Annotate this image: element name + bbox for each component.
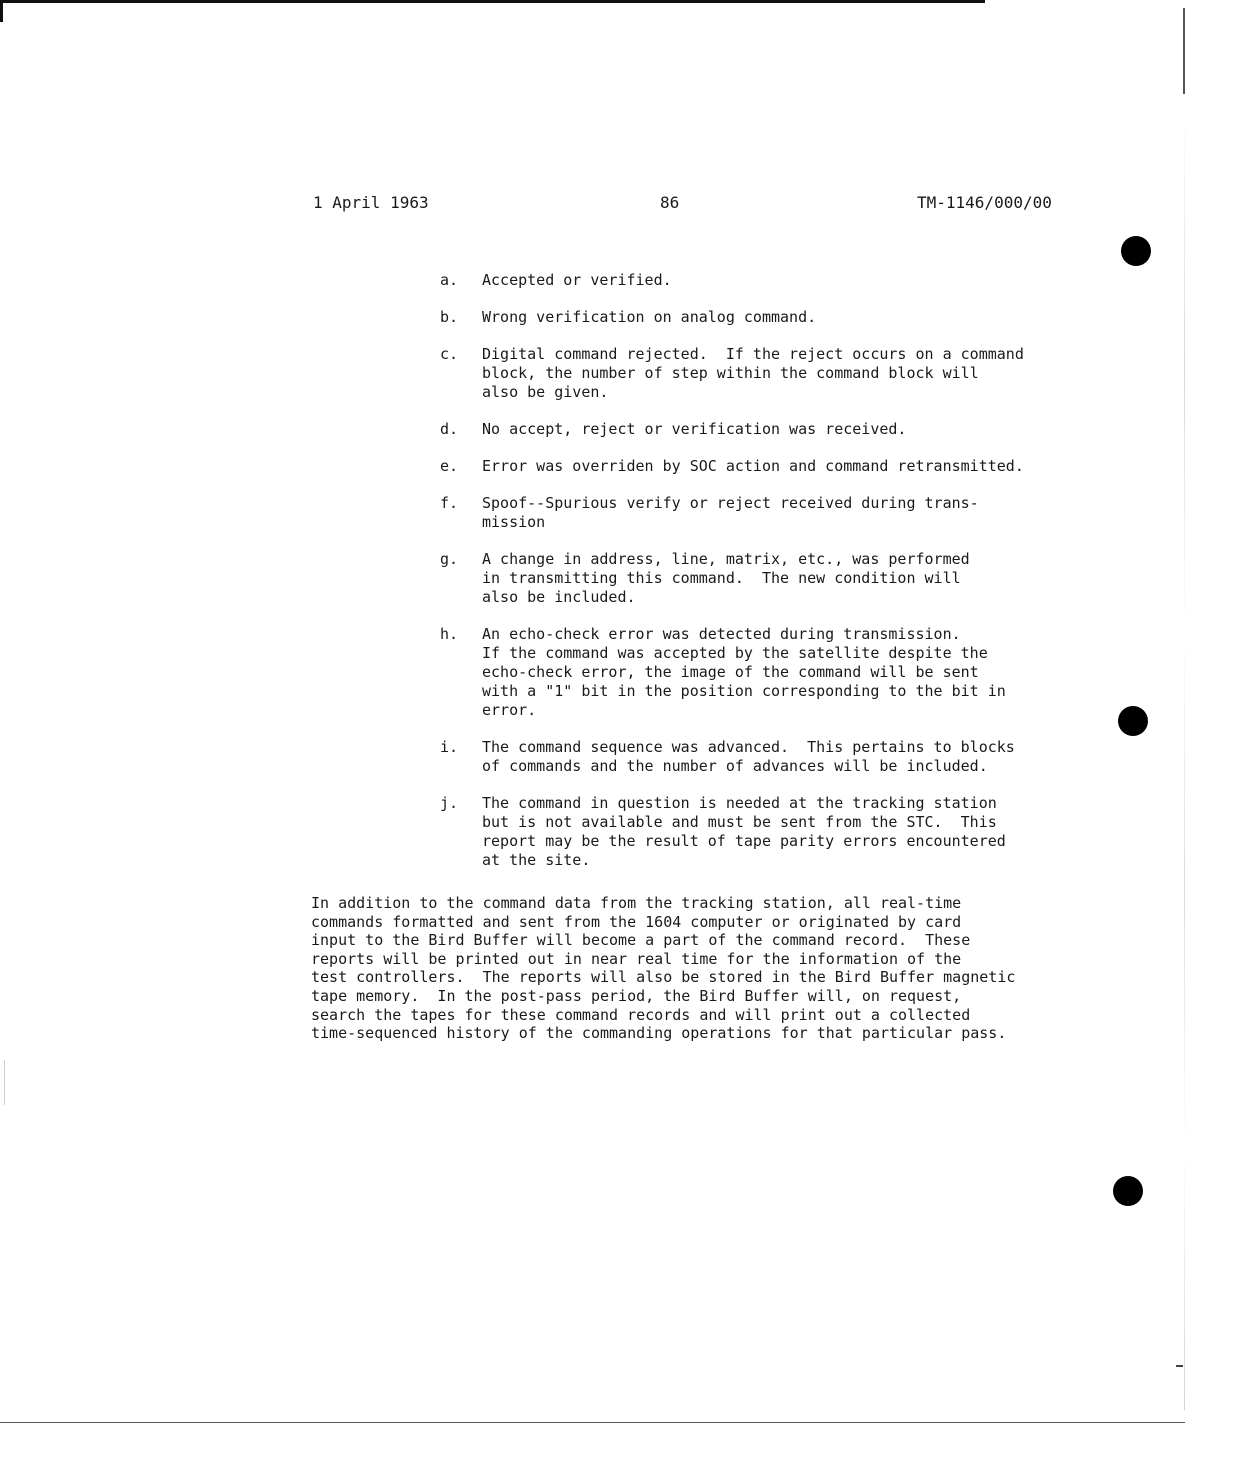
list-item xyxy=(440,308,1080,327)
list-item-text: Wrong verification on analog command. xyxy=(482,308,817,326)
list-item-letter: g. xyxy=(440,550,459,568)
list-item-letter: c. xyxy=(440,345,459,363)
list-item-text: No accept, reject or verification was received. xyxy=(482,420,907,438)
list-item-letter: i. xyxy=(440,738,459,756)
list-item xyxy=(440,794,1080,870)
document-id: TM-1146/000/00 xyxy=(917,193,1052,212)
status-list xyxy=(440,271,1080,870)
list-item xyxy=(440,345,1080,402)
closing-paragraph: In addition to the command data from the tracking station, all real-time commands formatted and sent from the 1604 computer or originated by card input to the Bird Buffer will become a part of the command record. These reports will be printed out in near real time for the information of the test controllers. The reports will also be stored in the Bird Buffer magnetic tape memory. In the post-pass period, the Bird Buffer will, on request, search the tapes for these command records and will print out a collected time-sequenced history of the commanding operations for that particular pass. xyxy=(311,894,1016,1043)
list-item-letter: j. xyxy=(440,794,459,812)
page-number: 86 xyxy=(660,193,680,212)
list-item xyxy=(440,550,1080,607)
punch-hole xyxy=(1121,236,1151,266)
scan-border-left xyxy=(0,0,3,22)
punch-hole xyxy=(1118,706,1148,736)
list-item xyxy=(440,625,1080,720)
list-item-text: Digital command rejected. If the reject occurs on a command block, the number of step within the command block will also be given. xyxy=(482,345,1024,401)
scan-border-bottom xyxy=(0,1422,1185,1423)
list-item-text: Accepted or verified. xyxy=(482,271,672,289)
list-item-text: A change in address, line, matrix, etc., was performed in transmitting this command. The new condition will also be included. xyxy=(482,550,970,606)
list-item-text: Error was overriden by SOC action and command retransmitted. xyxy=(482,457,1024,475)
list-item-text: An echo-check error was detected during transmission. If the command was accepted by the satellite despite the echo-check error, the image of the command will be sent with a "1" bit in the position corresponding to the bit in error. xyxy=(482,625,1006,719)
list-item xyxy=(440,420,1080,439)
list-item-letter: b. xyxy=(440,308,459,326)
scan-border-left-faint xyxy=(4,1060,5,1105)
scan-border-right-faint xyxy=(1184,110,1185,1410)
list-item-text: The command sequence was advanced. This pertains to blocks of commands and the number of advances will be included. xyxy=(482,738,1015,775)
list-item-text: The command in question is needed at the tracking station but is not available and must be sent from the STC. This report may be the result of tape parity errors encountered at the site. xyxy=(482,794,1006,869)
scan-border-right xyxy=(1183,8,1185,94)
list-item-letter: d. xyxy=(440,420,459,438)
list-item-text: Spoof--Spurious verify or reject received during trans- mission xyxy=(482,494,979,531)
list-item-letter: a. xyxy=(440,271,459,289)
list-item-letter: h. xyxy=(440,625,459,643)
scan-tick-mark xyxy=(1176,1365,1183,1367)
list-item xyxy=(440,738,1080,776)
list-item xyxy=(440,271,1080,290)
list-item xyxy=(440,457,1080,476)
punch-hole xyxy=(1113,1176,1143,1206)
scan-border-top xyxy=(0,0,985,3)
header-date: 1 April 1963 xyxy=(313,193,429,212)
list-item-letter: f. xyxy=(440,494,459,512)
list-item xyxy=(440,494,1080,532)
list-item-letter: e. xyxy=(440,457,459,475)
